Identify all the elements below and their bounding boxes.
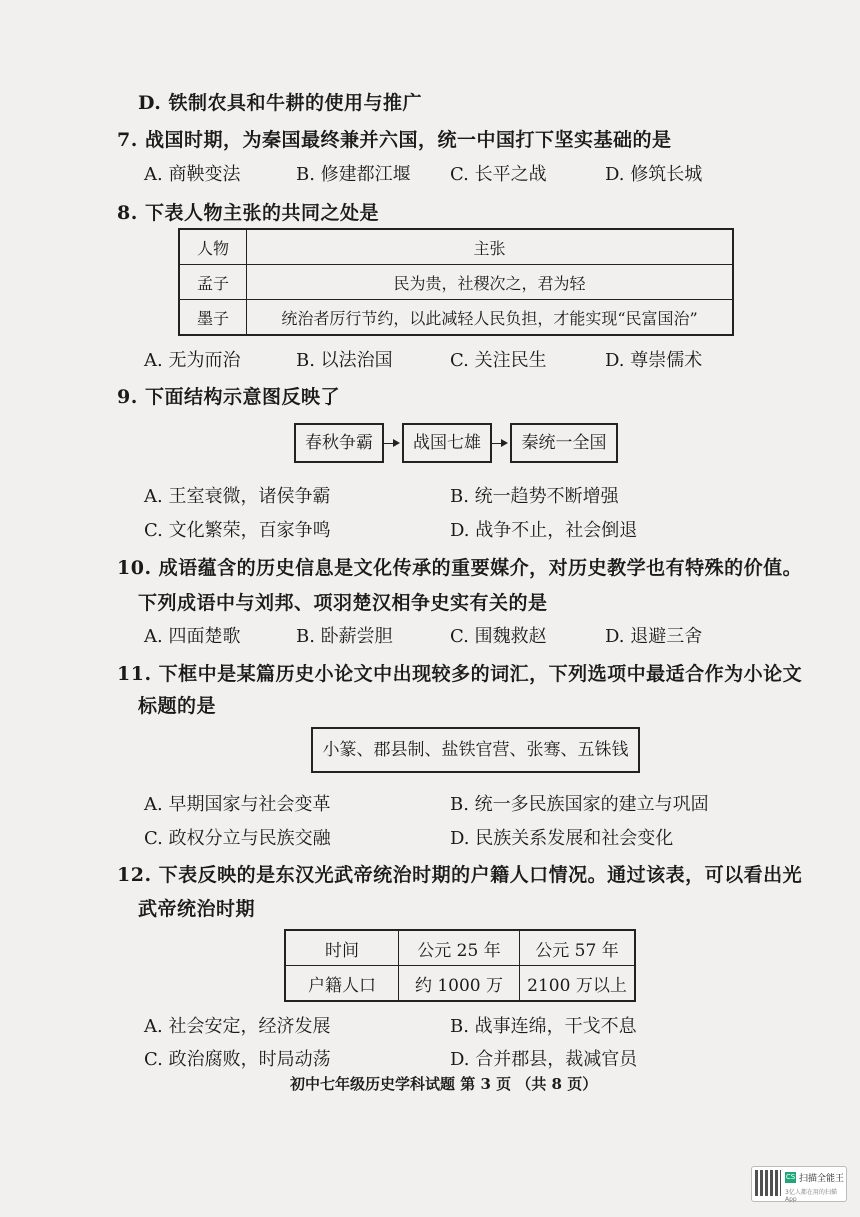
q12-cell-year57: 公元 57 年	[520, 930, 636, 966]
page-footer: 初中七年级历史学科试题 第 3 页 （共 8 页）	[290, 1075, 598, 1093]
q12-cell-pop25: 约 1000 万	[399, 966, 520, 1002]
q7-stem: 7. 战国时期，为秦国最终兼并六国，统一中国打下坚实基础的是	[117, 129, 672, 151]
q9-stem: 9. 下面结构示意图反映了	[117, 386, 340, 408]
q8-row2-person: 墨子	[179, 300, 247, 336]
q9-option-d: D. 战争不止，社会倒退	[450, 520, 638, 541]
q11-option-c: C. 政权分立与民族交融	[144, 828, 331, 849]
q8-stem: 8. 下表人物主张的共同之处是	[117, 202, 379, 224]
q8-option-d: D. 尊崇儒术	[605, 350, 703, 371]
q7-option-a: A. 商鞅变法	[144, 164, 241, 185]
q12-table	[284, 929, 636, 1002]
q12-option-c: C. 政治腐败，时局动荡	[144, 1049, 331, 1070]
scanner-subtitle: 3亿人都在用的扫描App	[785, 1189, 837, 1203]
q9-option-c: C. 文化繁荣，百家争鸣	[144, 520, 331, 541]
q11-stem-line1: 11. 下框中是某篇历史小论文中出现较多的词汇，下列选项中最适合作为小论文	[117, 663, 803, 685]
flow-arrow-1	[384, 443, 398, 444]
q11-option-b: B. 统一多民族国家的建立与巩固	[450, 794, 709, 815]
q10-stem-line2: 下列成语中与刘邦、项羽楚汉相争史实有关的是	[138, 592, 548, 614]
q8-header-view: 主张	[247, 229, 734, 265]
q7-option-c: C. 长平之战	[450, 164, 547, 185]
q11-option-a: A. 早期国家与社会变革	[144, 794, 331, 815]
flow-arrow-2	[492, 443, 506, 444]
q12-stem-line1: 12. 下表反映的是东汉光武帝统治时期的户籍人口情况。通过该表，可以看出光	[117, 864, 803, 886]
q7-option-d: D. 修筑长城	[605, 164, 703, 185]
q12-stem-line2: 武帝统治时期	[138, 898, 256, 920]
q12-cell-time: 时间	[285, 930, 399, 966]
q8-header-person: 人物	[179, 229, 247, 265]
q10-stem-line1: 10. 成语蕴含的历史信息是文化传承的重要媒介，对历史教学也有特殊的价值。	[117, 557, 803, 579]
cs-logo-icon: CS	[785, 1173, 796, 1181]
q7-option-b: B. 修建都江堰	[296, 164, 411, 185]
q12-option-b: B. 战事连绵，干戈不息	[450, 1016, 637, 1037]
q10-option-b: B. 卧薪尝胆	[296, 626, 393, 647]
q9-option-a: A. 王室衰微，诸侯争霸	[144, 486, 331, 507]
scanner-brand: 扫描全能王	[799, 1174, 845, 1184]
q9-option-b: B. 统一趋势不断增强	[450, 486, 619, 507]
q8-option-c: C. 关注民生	[450, 350, 547, 371]
q11-keyword-box: 小篆、郡县制、盐铁官营、张骞、五铢钱	[311, 727, 640, 773]
q12-cell-pop57: 2100 万以上	[520, 966, 636, 1002]
q8-option-a: A. 无为而治	[144, 350, 241, 371]
flow-box-3: 秦统一全国	[510, 423, 618, 463]
q12-option-d: D. 合并郡县，裁减官员	[450, 1049, 638, 1070]
q8-row2-view: 统治者厉行节约，以此减轻人民负担，才能实现“民富国治”	[247, 300, 734, 336]
qr-code-icon	[755, 1170, 781, 1196]
q10-option-c: C. 围魏救赵	[450, 626, 547, 647]
q10-option-a: A. 四面楚歌	[144, 626, 241, 647]
q8-row1-person: 孟子	[179, 265, 247, 300]
scanner-badge	[751, 1166, 847, 1202]
q8-row1-view: 民为贵，社稷次之，君为轻	[247, 265, 734, 300]
q12-option-a: A. 社会安定，经济发展	[144, 1016, 331, 1037]
q6-option-d: D. 铁制农具和牛耕的使用与推广	[138, 92, 423, 114]
flow-box-2: 战国七雄	[402, 423, 492, 463]
q12-cell-year25: 公元 25 年	[399, 930, 520, 966]
q8-table	[178, 228, 734, 336]
q11-option-d: D. 民族关系发展和社会变化	[450, 828, 674, 849]
q10-option-d: D. 退避三舍	[605, 626, 703, 647]
q8-option-b: B. 以法治国	[296, 350, 393, 371]
q12-cell-population: 户籍人口	[285, 966, 399, 1002]
flow-box-1: 春秋争霸	[294, 423, 384, 463]
q11-stem-line2: 标题的是	[138, 695, 217, 717]
